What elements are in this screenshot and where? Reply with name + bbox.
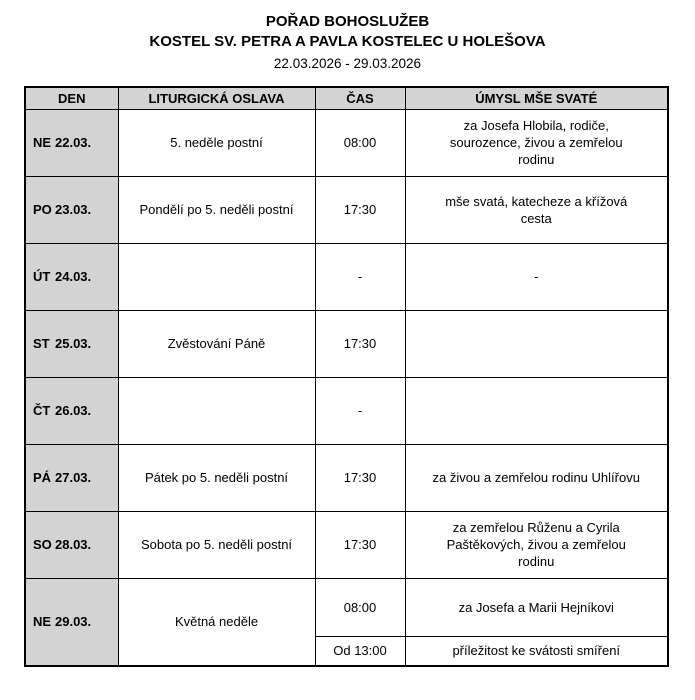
intention-cell: za živou a zemřelou rodinu Uhlířovu (405, 444, 668, 511)
day-cell (25, 176, 118, 243)
intention-cell: za Josefa a Marii Hejníkovi (405, 578, 668, 636)
column-header-umysl: ÚMYSL MŠE SVATÉ (405, 87, 668, 109)
day-date: 22.03. (55, 135, 92, 150)
table-row (25, 444, 668, 511)
time-cell: 17:30 (315, 444, 405, 511)
day-cell (25, 377, 118, 444)
column-header-liturgicka-oslava: LITURGICKÁ OSLAVA (118, 87, 315, 109)
table-row (25, 377, 668, 444)
day-date: 26.03. (55, 403, 92, 418)
day-cell (25, 511, 118, 578)
intention-cell: - (405, 243, 668, 310)
celebration-cell: Pondělí po 5. neděli postní (118, 176, 315, 243)
intention-cell: za zemřelou Růženu a Cyrila Paštěkových, živou a zemřelou rodinu (405, 511, 668, 578)
time-cell: Od 13:00 (315, 636, 405, 666)
day-abbr: ČT (33, 403, 51, 418)
intention-cell: mše svatá, katecheze a křížová cesta (405, 176, 668, 243)
intention-cell: příležitost ke svátosti smíření (405, 636, 668, 666)
table-row (25, 578, 668, 636)
time-cell: - (315, 377, 405, 444)
day-date: 28.03. (55, 537, 92, 552)
day-date: 23.03. (55, 202, 92, 217)
day-abbr: ST (33, 336, 50, 351)
page-title: POŘAD BOHOSLUŽEB (265, 13, 430, 30)
day-cell (25, 578, 118, 666)
intention-cell (405, 377, 668, 444)
intention-cell (405, 310, 668, 377)
day-abbr: NE (33, 614, 52, 630)
day-date: 27.03. (55, 470, 92, 485)
day-abbr: PO (33, 202, 52, 217)
celebration-cell: Sobota po 5. neděli postní (118, 511, 315, 578)
day-abbr: ÚT (33, 269, 51, 284)
date-range: 22.03.2026 - 29.03.2026 (273, 56, 422, 71)
time-cell: 17:30 (315, 176, 405, 243)
day-cell (25, 444, 118, 511)
day-abbr: NE (33, 135, 52, 150)
time-cell: 08:00 (315, 109, 405, 176)
day-date: 24.03. (55, 269, 92, 284)
table-row (25, 310, 668, 377)
church-subtitle: KOSTEL SV. PETRA A PAVLA KOSTELEC U HOLEŠOVA (149, 33, 546, 50)
day-cell (25, 243, 118, 310)
header-row (25, 87, 668, 109)
celebration-cell: Květná neděle (118, 578, 315, 666)
celebration-cell (118, 377, 315, 444)
time-cell: 17:30 (315, 310, 405, 377)
day-cell (25, 310, 118, 377)
table-row (25, 176, 668, 243)
celebration-cell: Zvěstování Páně (118, 310, 315, 377)
column-header-den: DEN (25, 87, 118, 109)
table-row (25, 109, 668, 176)
day-date: 25.03. (55, 336, 92, 351)
table-row (25, 511, 668, 578)
schedule-table (24, 86, 669, 667)
day-cell (25, 109, 118, 176)
celebration-cell: Pátek po 5. neděli postní (118, 444, 315, 511)
day-date: 29.03. (55, 614, 92, 630)
table-row (25, 243, 668, 310)
time-cell: 17:30 (315, 511, 405, 578)
intention-cell: za Josefa Hlobila, rodiče, sourozence, živou a zemřelou rodinu (405, 109, 668, 176)
column-header-cas: ČAS (315, 87, 405, 109)
celebration-cell (118, 243, 315, 310)
document-header (0, 0, 695, 74)
time-cell: - (315, 243, 405, 310)
time-cell: 08:00 (315, 578, 405, 636)
day-abbr: SO (33, 537, 52, 552)
day-abbr: PÁ (33, 470, 52, 485)
celebration-cell: 5. neděle postní (118, 109, 315, 176)
